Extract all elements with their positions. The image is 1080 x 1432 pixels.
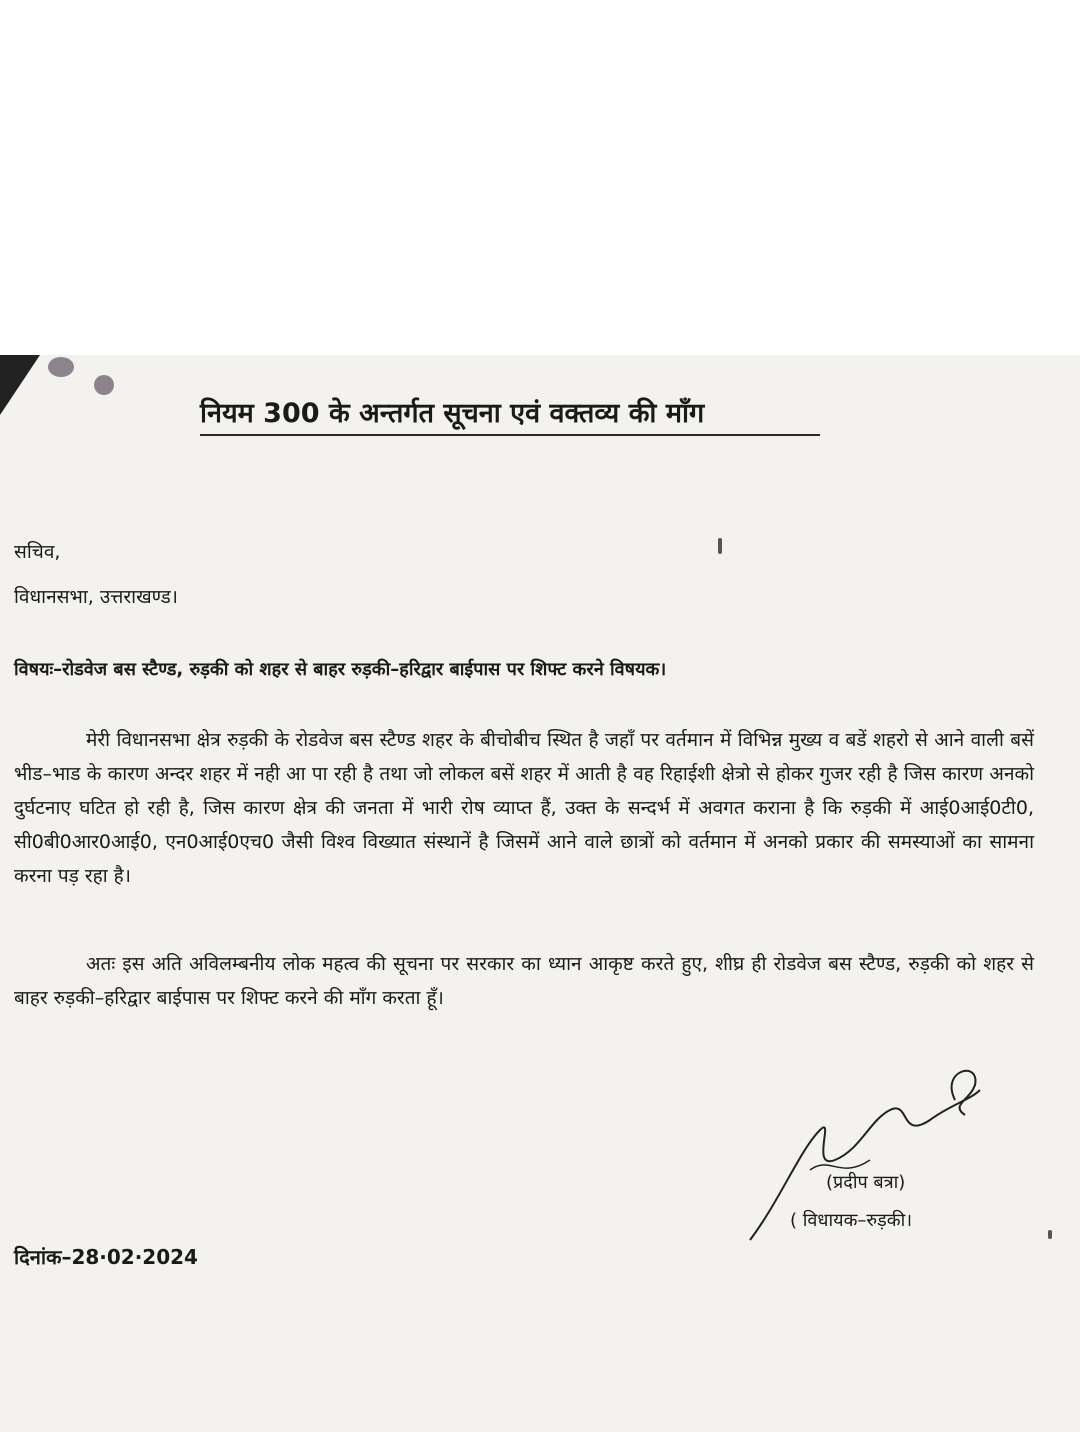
letter-date: दिनांक–28·02·2024 [14, 1245, 198, 1269]
ink-smudge [94, 375, 114, 395]
body-paragraph-1: मेरी विधानसभा क्षेत्र रुड़की के रोडवेज बस स्टैण्ड शहर के बीचोबीच स्थित है जहाँ पर वर्तमान में विभिन्न मुख्य व बडें शहरो से आने वाली बसें भीड–भाड के कारण अन्दर शहर में नही आ पा रही है तथा जो लोकल बसें शहर में आती है वह रिहाईशी क्षेत्रो से होकर गुजर रही है जिस कारण अनको दुर्घटनाए घटित हो रही है, जिस कारण क्षेत्र की जनता में भारी रोष व्याप्त हैं, उक्त के सन्दर्भ में अवगत कराना है कि रुड़की में आई0आई0टी0, सी0बी0आर0आई0, एन0आई0एच0 जैसी विश्व विख्यात संस्थानें है जिसमें आने वाले छात्रों को वर्तमान में अनको प्रकार की समस्याओं का सामना करना पड़ रहा है। [14, 729, 1034, 887]
signatory-title: ( विधायक–रुड़की। [790, 1210, 913, 1231]
scanned-letter [0, 355, 1080, 1432]
subject-line: विषयः–रोडवेज बस स्टैण्ड, रुड़की को शहर से बाहर रुड़की–हरिद्वार बाईपास पर शिफ्ट करने विषयक। [14, 659, 667, 680]
ink-smudge [48, 357, 74, 377]
signatory-name: (प्रदीप बत्रा) [826, 1172, 906, 1193]
scan-corner-shadow [0, 355, 40, 415]
letter-heading: नियम 300 के अन्तर्गत सूचना एवं वक्तव्य की माँग [200, 393, 820, 436]
scan-speck [718, 538, 722, 554]
recipient-address: विधानसभा, उत्तराखण्ड। [14, 586, 179, 608]
scan-speck [1048, 1230, 1052, 1239]
body-paragraph-2: अतः इस अति अविलम्बनीय लोक महत्व की सूचना पर सरकार का ध्यान आकृष्ट करते हुए, शीघ्र ही रोडवेज बस स्टैण्ड, रुड़की को शहर से बाहर रुड़की–हरिद्वार बाईपास पर शिफ्ट करने की माँग करता हूँ। [14, 953, 1034, 1009]
recipient-title: सचिव, [14, 541, 61, 563]
